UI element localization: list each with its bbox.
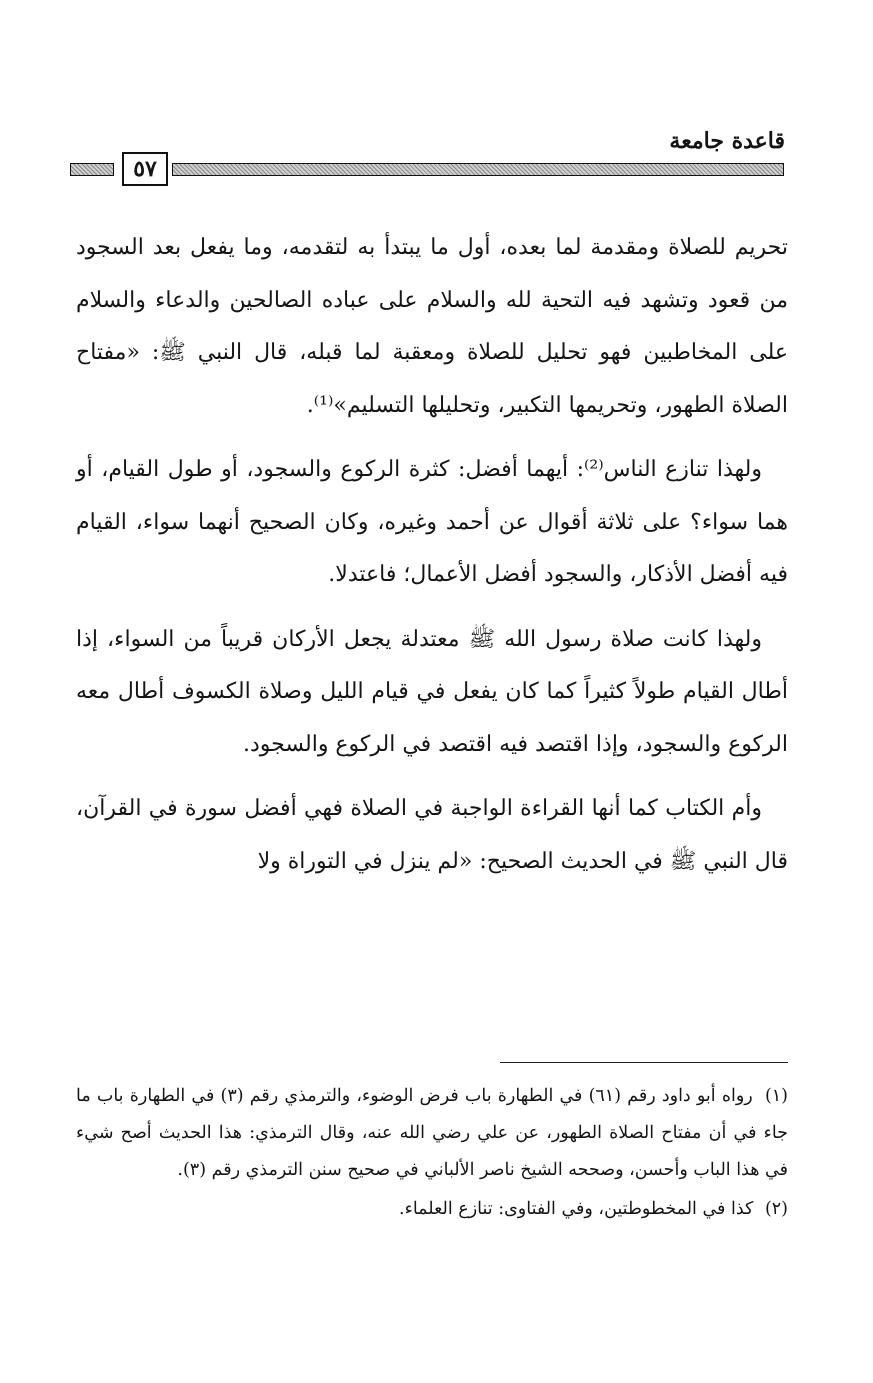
footnote-1-text: رواه أبو داود رقم (٦١) في الطهارة باب فرض الوضوء، والترمذي رقم (٣) في الطهارة باب ما جاء في أن مفتاح الصلاة الطهور، عن علي رضي الله عنه، وقال الترمذي: هذا الحديث أصح شيء في هذا الباب وأحسن، وصححه الشيخ ناصر الألباني في صحيح سنن الترمذي رقم (٣). [76, 1086, 788, 1180]
paragraph-3: ولهذا كانت صلاة رسول الله ﷺ معتدلة يجعل الأركان قريباً من السواء، إذا أطال القيام طولاً كثيراً كما كان يفعل في قيام الليل وصلاة الكسوف أطال معه الركوع والسجود، وإذا اقتصد فيه اقتصد في الركوع والسجود. [76, 626, 788, 757]
header-rule [70, 152, 784, 188]
running-title: قاعدة جامعة [669, 128, 785, 154]
paragraph-2: ولهذا تنازع الناس⁽²⁾: أيهما أفضل: كثرة الركوع والسجود، أو طول القيام، أو هما سواء؟ على ثلاثة أقوال عن أحمد وغيره، وكان الصحيح أنهما سواء، القيام فيه أفضل الأذكار، والسجود أفضل الأعمال؛ فاعتدلا. [76, 457, 788, 587]
footnote-1 [76, 1078, 788, 1189]
paragraph-1: تحريم للصلاة ومقدمة لما بعده، أول ما يبتدأ به لتقدمه، وما يفعل بعد السجود من قعود وتشهد فيه التحية لله والسلام على عباده الصالحين والدعاء والسلام على المخاطبين فهو تحليل للصلاة ومعقبة لما قبله، قال النبي ﷺ: «مفتاح الصلاة الطهور، وتحريمها التكبير، وتحليلها التسليم»⁽¹⁾. [76, 235, 788, 418]
paragraph-4: وأم الكتاب كما أنها القراءة الواجبة في الصلاة فهي أفضل سورة في القرآن، قال النبي ﷺ في الحديث الصحيح: «لم ينزل في التوراة ولا [76, 796, 788, 874]
page-number: ٥٧ [122, 152, 168, 186]
footnotes [76, 1078, 788, 1230]
footnote-2 [76, 1191, 788, 1228]
header-rule-bar-right [172, 163, 784, 176]
footnote-2-text: كذا في المخطوطتين، وفي الفتاوى: تنازع العلماء. [399, 1199, 754, 1219]
footnote-2-number: (٢) [764, 1199, 788, 1219]
footnote-separator [500, 1062, 788, 1063]
footnote-1-number: (١) [764, 1086, 788, 1106]
header-rule-bar-left [70, 163, 114, 176]
main-text [76, 222, 788, 900]
